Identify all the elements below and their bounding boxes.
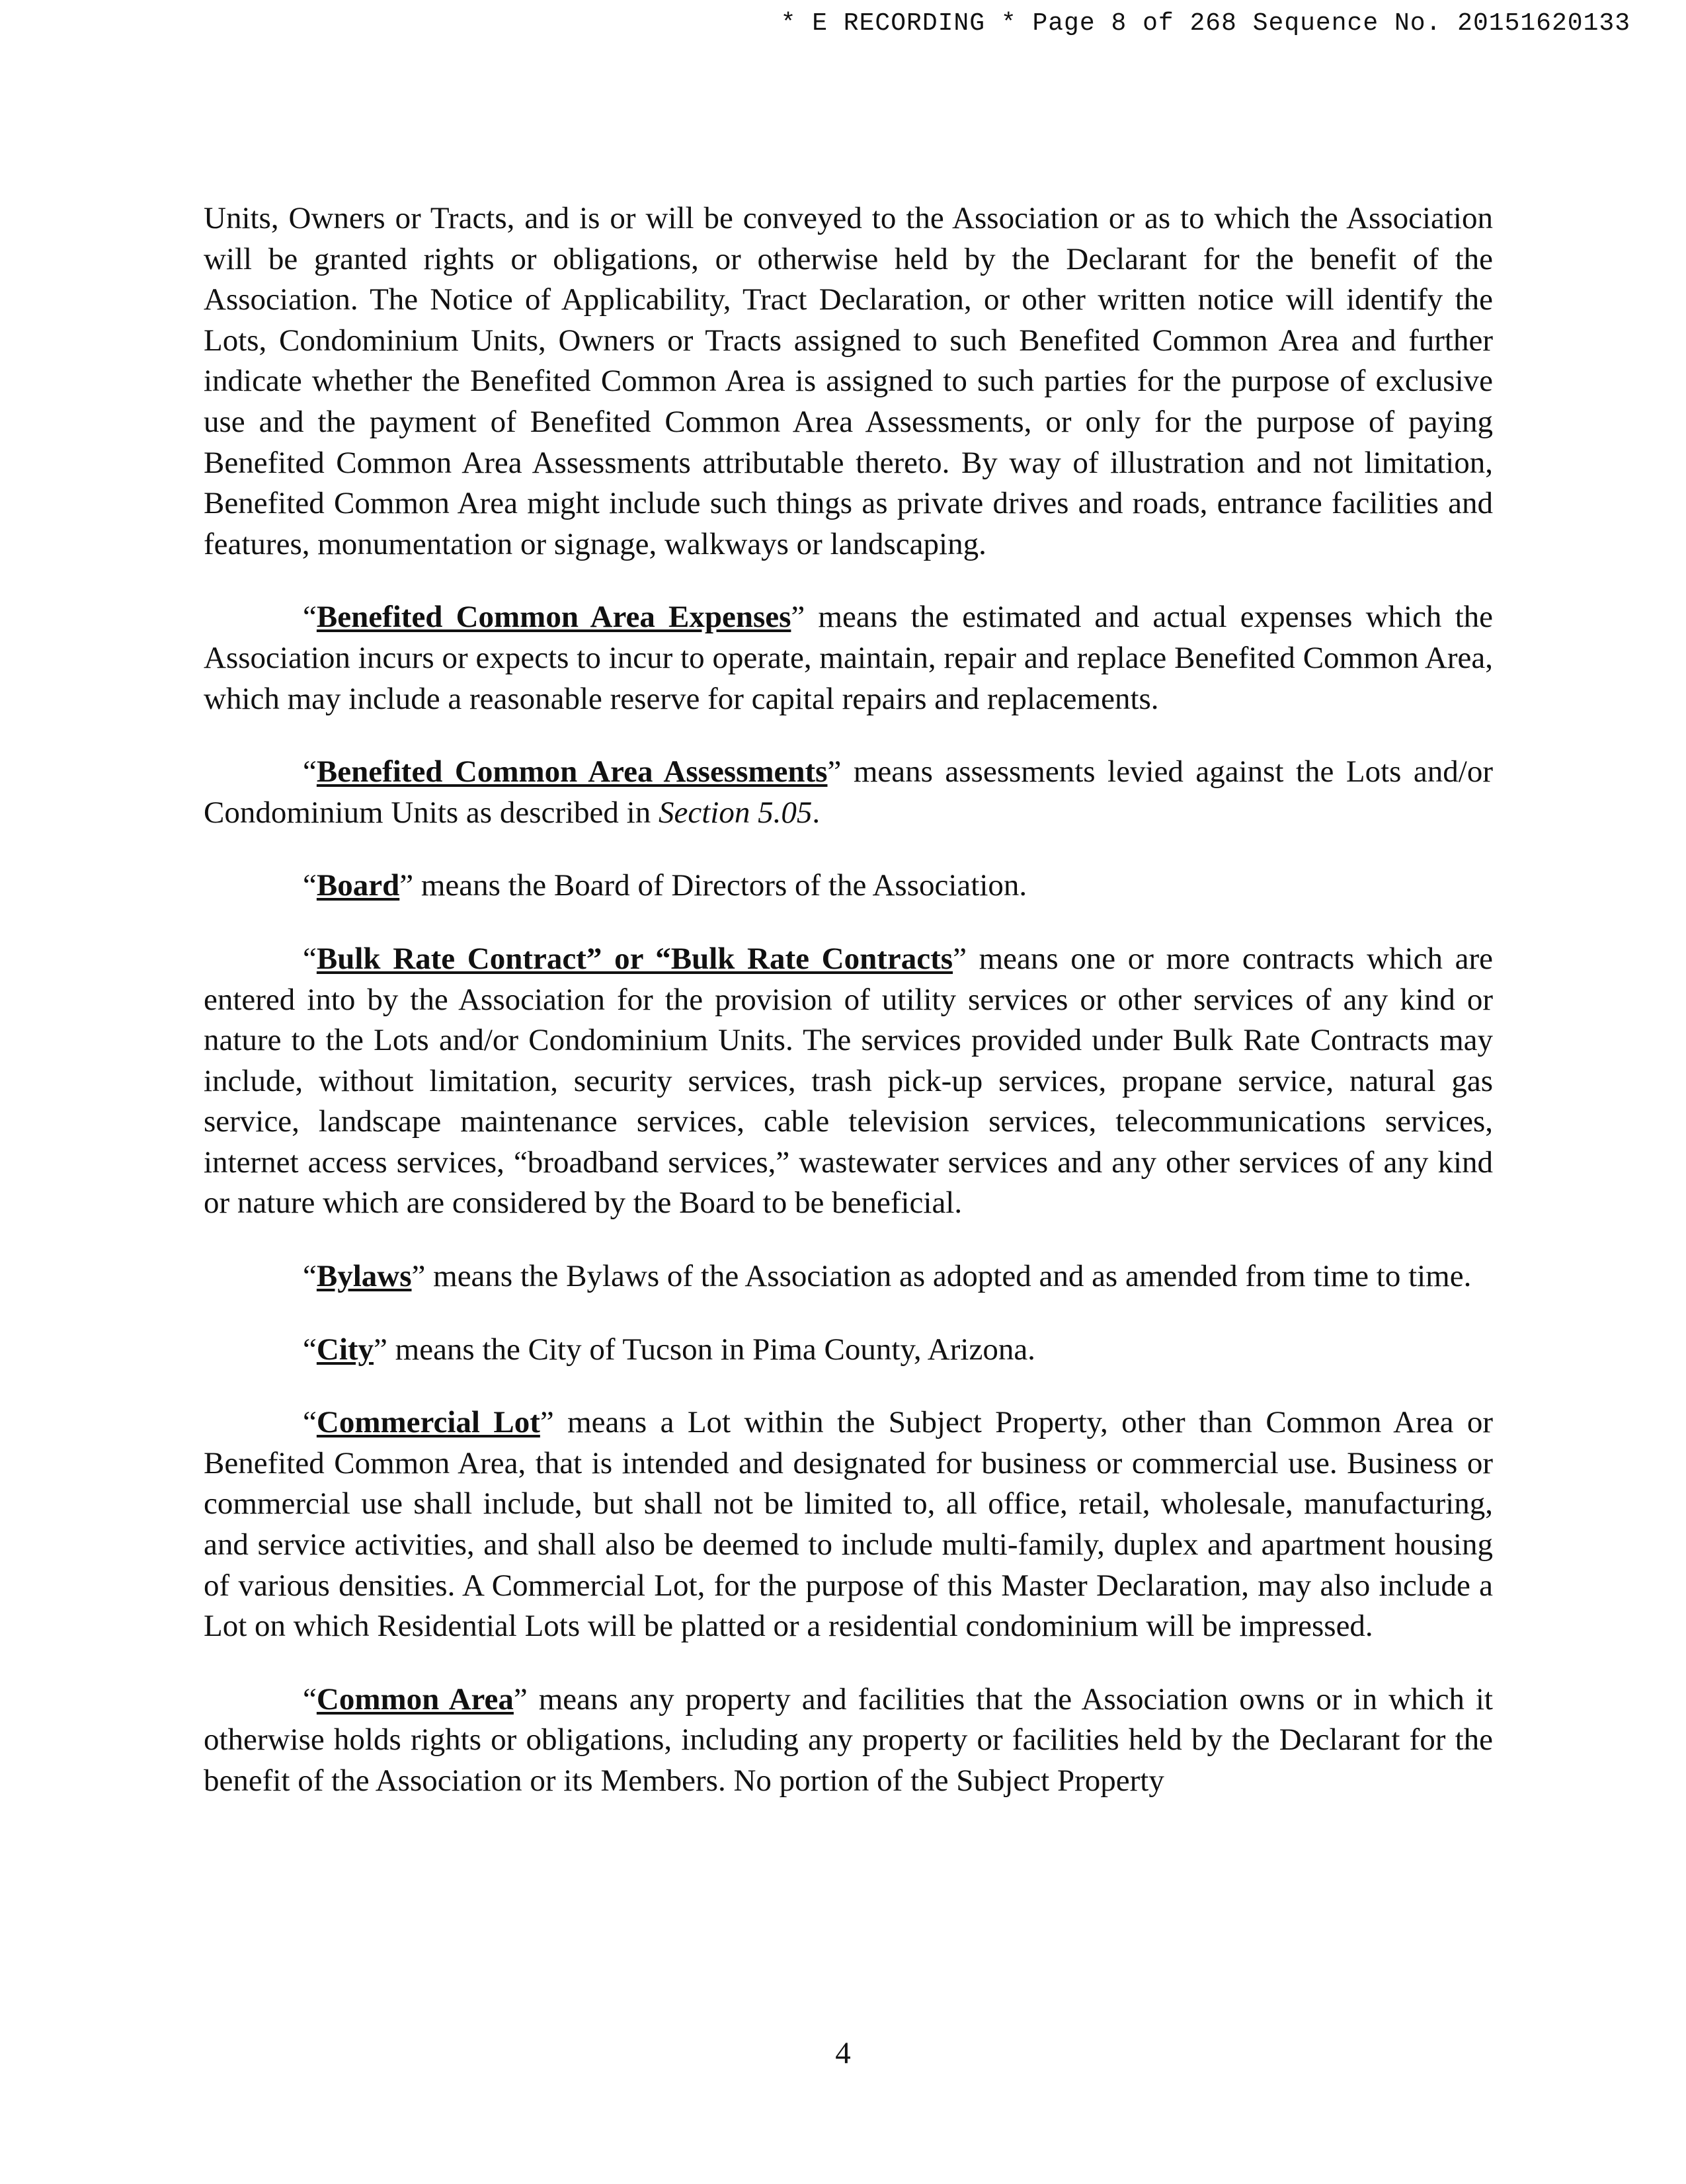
definition-benefited-common-area-assessments [204,752,1493,833]
paragraph-text: Units, Owners or Tracts, and is or will be conveyed to the Association or as to which the Association will be granted rights or obligations, or otherwise held by the Declarant for the benefit of the Association. The Notice of Applicability, Tract Declaration, or other written notice will identify the Lots, Condominium Units, Owners or Tracts assigned to such Benefited Common Area and further indicate whether the Benefited Common Area is assigned to such parties for the purpose of exclusive use and the payment of Benefited Common Area Assessments, or only for the purpose of paying Benefited Common Area Assessments attributable thereto. By way of illustration and not limitation, Benefited Common Area might include such things as private drives and roads, entrance facilities and features, monumentation or signage, walkways or landscaping. [204,201,1493,561]
definition-commercial-lot [204,1402,1493,1647]
open-quote: “ [303,1405,317,1440]
open-quote: “ [303,868,317,903]
defined-term: Bulk Rate Contract” or “Bulk Rate Contracts [316,941,953,976]
paragraph-continuation [204,198,1493,565]
document-body [204,198,1493,1834]
definition-text: means one or more contracts which are entered into by the Association for the provision of utility services or other services of any kind or nature to the Lots and/or Condominium Units. The services provided under Bulk Rate Contracts may include, without limitation, security services, trash pick-up services, propane service, natural gas service, landscape maintenance services, cable television services, telecommunications services, internet access services, “broadband services,” wastewater services and any other services of any kind or nature which are considered by the Board to be beneficial. [204,941,1493,1221]
definition-text: means the estimated and actual expenses which the Association incurs or expects to incur to operate, maintain, repair and replace Benefited Common Area, which may include a reasonable reserve for capital repairs and replacements. [204,600,1493,716]
close-quote: ” [374,1332,387,1367]
definition-city [204,1330,1493,1371]
open-quote: “ [303,754,317,789]
close-quote: ” [411,1259,426,1294]
definition-common-area [204,1679,1493,1802]
defined-term: Benefited Common Area Assessments [316,754,828,789]
definition-bulk-rate-contract [204,939,1493,1224]
defined-term: Benefited Common Area Expenses [316,600,791,635]
defined-term: Commercial Lot [316,1405,540,1440]
open-quote: “ [303,600,317,635]
defined-term: City [316,1332,374,1367]
definition-bylaws [204,1256,1493,1297]
close-quote: ” [791,600,805,635]
defined-term: Common Area [316,1681,514,1717]
defined-term: Bylaws [316,1259,412,1294]
definition-text: means the City of Tucson in Pima County, Arizona. [387,1332,1035,1367]
definition-text: means assessments levied against the Lots and/or Condominium Units as described in [204,754,1493,830]
page-number: 4 [835,2036,851,2070]
close-quote: ” [513,1681,528,1717]
recording-header: * E RECORDING * Page 8 of 268 Sequence No. 20151620133 [780,9,1630,38]
open-quote: “ [303,1259,317,1294]
close-quote: ” [399,868,414,903]
definition-board [204,866,1493,907]
section-reference: Section 5.05 [658,795,813,830]
definition-text-end: . [812,795,821,830]
open-quote: “ [303,1681,317,1717]
definition-text: means the Board of Directors of the Association. [413,868,1027,903]
definition-text: means a Lot within the Subject Property, other than Common Area or Benefited Common Area, that is intended and designated for business or commercial use. Business or commercial use shall include, but shall not be limited to, all office, retail, wholesale, manufacturing, and service activities, and shall also be deemed to include multi-family, duplex and apartment housing of various densities. A Commercial Lot, for the purpose of this Master Declaration, may also include a Lot on which Residential Lots will be platted or a residential condominium will be impressed. [204,1405,1493,1644]
open-quote: “ [303,941,317,976]
defined-term: Board [316,868,400,903]
close-quote: ” [827,754,842,789]
close-quote: ” [953,941,967,976]
definition-text: means any property and facilities that the Association owns or in which it otherwise holds rights or obligations, including any property or facilities held by the Declarant for the benefit of the Association or its Members. No portion of the Subject Property [204,1681,1493,1798]
close-quote: ” [540,1405,554,1440]
definition-benefited-common-area-expenses [204,597,1493,719]
open-quote: “ [303,1332,317,1367]
definition-text: means the Bylaws of the Association as adopted and as amended from time to time. [425,1259,1472,1294]
